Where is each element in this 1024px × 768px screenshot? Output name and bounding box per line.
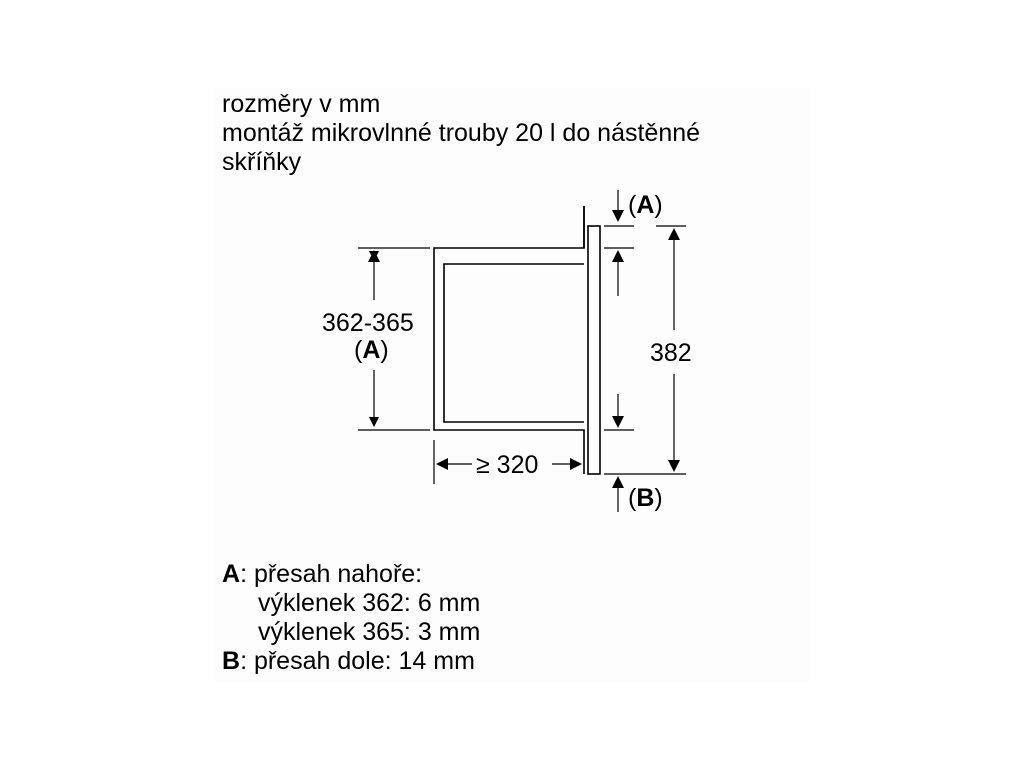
depth-value: ≥ 320 <box>476 451 539 479</box>
title-line-description: montáž mikrovlnné trouby 20 l do nástěnné <box>222 119 701 147</box>
overlap-b-marker <box>612 476 624 512</box>
legend-a-key: A <box>222 560 241 588</box>
legend-a-niche-362: výklenek 362: 6 mm <box>258 589 481 617</box>
niche-height-ref: (A) <box>354 336 389 364</box>
overlap-b-label: (B) <box>628 484 663 512</box>
niche-height-value: 362-365 <box>322 309 414 337</box>
legend-b-text: : přesah dole: 14 mm <box>240 647 475 675</box>
title-line-description-cont: skříňky <box>222 148 302 176</box>
cabinet-outline <box>434 206 600 474</box>
legend-a-text: : přesah nahoře: <box>240 560 423 588</box>
legend <box>222 560 480 676</box>
legend-b-key: B <box>222 647 241 675</box>
overlap-a-markers <box>604 190 634 430</box>
title-line-units: rozměry v mm <box>222 90 381 118</box>
legend-a-row <box>222 560 480 589</box>
legend-a-niche-365: výklenek 365: 3 mm <box>258 618 481 646</box>
legend-b-row <box>222 647 480 676</box>
total-height-value: 382 <box>650 339 692 367</box>
overlap-a-label: (A) <box>628 191 663 219</box>
